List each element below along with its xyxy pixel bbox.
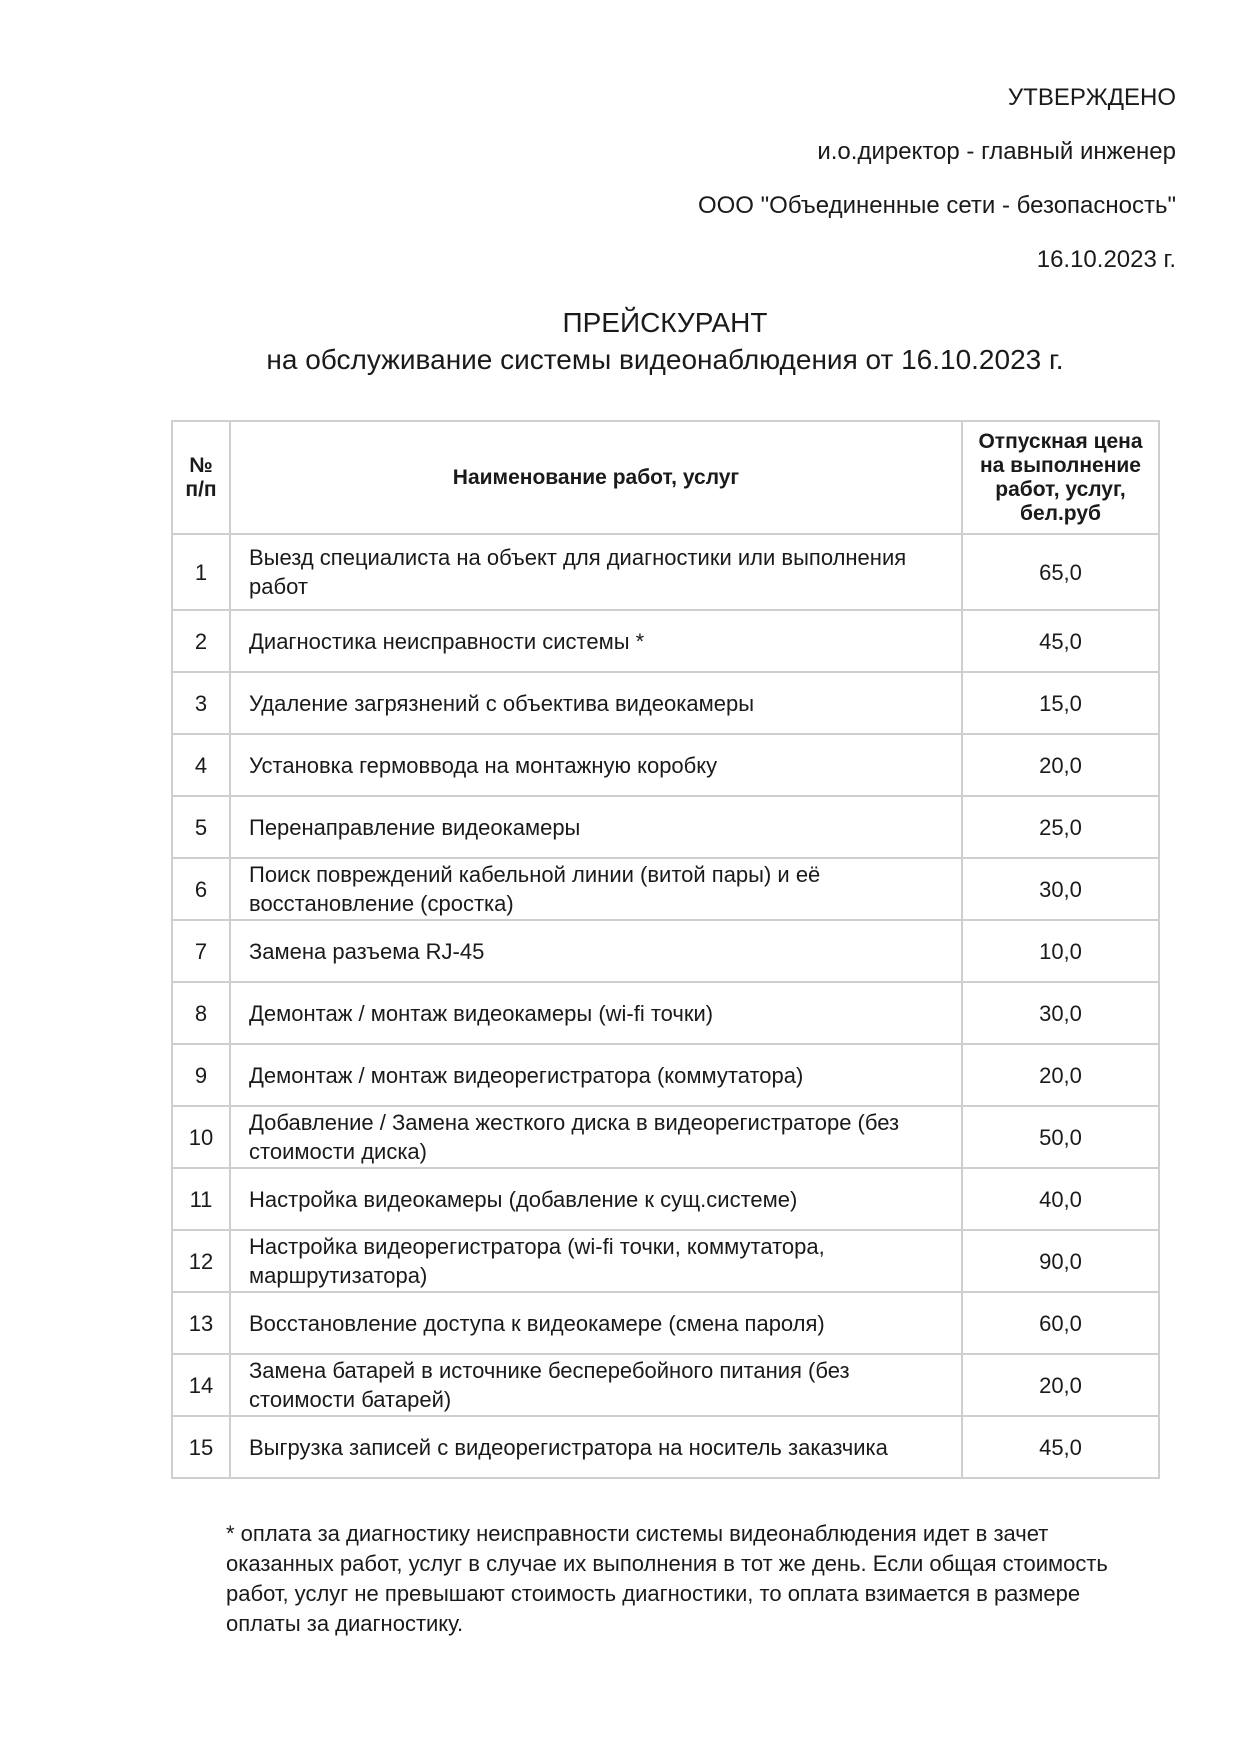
table-row — [172, 534, 1159, 610]
approval-block — [476, 84, 1176, 300]
table-row — [172, 1292, 1159, 1354]
table-row — [172, 858, 1159, 920]
row-num: 11 — [172, 1168, 230, 1230]
row-name: Восстановление доступа к видеокамере (смена пароля) — [230, 1292, 962, 1354]
table-row — [172, 1168, 1159, 1230]
table-row — [172, 1044, 1159, 1106]
row-price: 45,0 — [962, 1416, 1159, 1478]
table-row — [172, 982, 1159, 1044]
row-num: 14 — [172, 1354, 230, 1416]
document-title: ПРЕЙСКУРАНТ — [562, 307, 768, 338]
approval-label: УТВЕРЖДЕНО — [1007, 84, 1176, 111]
table-row — [172, 920, 1159, 982]
row-num: 5 — [172, 796, 230, 858]
table-row — [172, 796, 1159, 858]
row-name: Выгрузка записей с видеорегистратора на носитель заказчика — [230, 1416, 962, 1478]
table-row — [172, 1230, 1159, 1292]
row-num: 4 — [172, 734, 230, 796]
row-price: 20,0 — [962, 1044, 1159, 1106]
row-price: 30,0 — [962, 858, 1159, 920]
row-num: 8 — [172, 982, 230, 1044]
row-name: Демонтаж / монтаж видеокамеры (wi-fi точки) — [230, 982, 962, 1044]
row-name: Выезд специалиста на объект для диагностики или выполнения работ — [230, 534, 962, 610]
row-name: Поиск повреждений кабельной линии (витой пары) и её восстановление (сростка) — [230, 858, 962, 920]
table-header-row — [172, 421, 1159, 534]
footnote: * оплата за диагностику неисправности системы видеонаблюдения идет в зачет оказанных работ, услуг в случае их выполнения в тот же день. Если общая стоимость работ, услуг не превышают стоимость диагностики, то оплата взимается в размере оплаты за диагностику. — [226, 1521, 1108, 1636]
row-name: Замена разъема RJ-45 — [230, 920, 962, 982]
row-num: 1 — [172, 534, 230, 610]
header-num: № п/п — [172, 421, 230, 534]
row-price: 15,0 — [962, 672, 1159, 734]
row-name: Удаление загрязнений с объектива видеокамеры — [230, 672, 962, 734]
row-price: 20,0 — [962, 734, 1159, 796]
row-name: Настройка видеорегистратора (wi-fi точки, коммутатора, маршрутизатора) — [230, 1230, 962, 1292]
approver-company: ООО "Объединенные сети - безопасность" — [697, 192, 1176, 219]
row-name: Перенаправление видеокамеры — [230, 796, 962, 858]
table-row — [172, 1354, 1159, 1416]
row-num: 15 — [172, 1416, 230, 1478]
table-row — [172, 734, 1159, 796]
row-num: 7 — [172, 920, 230, 982]
table-row — [172, 1106, 1159, 1168]
row-name: Настройка видеокамеры (добавление к сущ.системе) — [230, 1168, 962, 1230]
row-num: 2 — [172, 610, 230, 672]
header-name: Наименование работ, услуг — [230, 421, 962, 534]
row-price: 45,0 — [962, 610, 1159, 672]
table-row — [172, 672, 1159, 734]
row-price: 25,0 — [962, 796, 1159, 858]
row-price: 10,0 — [962, 920, 1159, 982]
row-price: 90,0 — [962, 1230, 1159, 1292]
row-price: 20,0 — [962, 1354, 1159, 1416]
row-num: 3 — [172, 672, 230, 734]
row-num: 10 — [172, 1106, 230, 1168]
approver-position: и.о.директор - главный инженер — [817, 138, 1176, 165]
row-name: Демонтаж / монтаж видеорегистратора (коммутатора) — [230, 1044, 962, 1106]
row-name: Замена батарей в источнике бесперебойного питания (без стоимости батарей) — [230, 1354, 962, 1416]
document-subtitle: на обслуживание системы видеонаблюдения от 16.10.2023 г. — [266, 344, 1064, 375]
table-row — [172, 610, 1159, 672]
table-row — [172, 1416, 1159, 1478]
row-price: 40,0 — [962, 1168, 1159, 1230]
row-price: 60,0 — [962, 1292, 1159, 1354]
header-price: Отпускная цена на выполнение работ, услуг, бел.руб — [962, 421, 1159, 534]
price-table — [171, 420, 1160, 1479]
row-price: 30,0 — [962, 982, 1159, 1044]
row-price: 50,0 — [962, 1106, 1159, 1168]
row-name: Добавление / Замена жесткого диска в видеорегистраторе (без стоимости диска) — [230, 1106, 962, 1168]
row-num: 6 — [172, 858, 230, 920]
row-num: 9 — [172, 1044, 230, 1106]
approval-date: 16.10.2023 г. — [1036, 246, 1176, 273]
row-num: 13 — [172, 1292, 230, 1354]
row-price: 65,0 — [962, 534, 1159, 610]
row-name: Установка гермоввода на монтажную коробку — [230, 734, 962, 796]
row-name: Диагностика неисправности системы * — [230, 610, 962, 672]
row-num: 12 — [172, 1230, 230, 1292]
